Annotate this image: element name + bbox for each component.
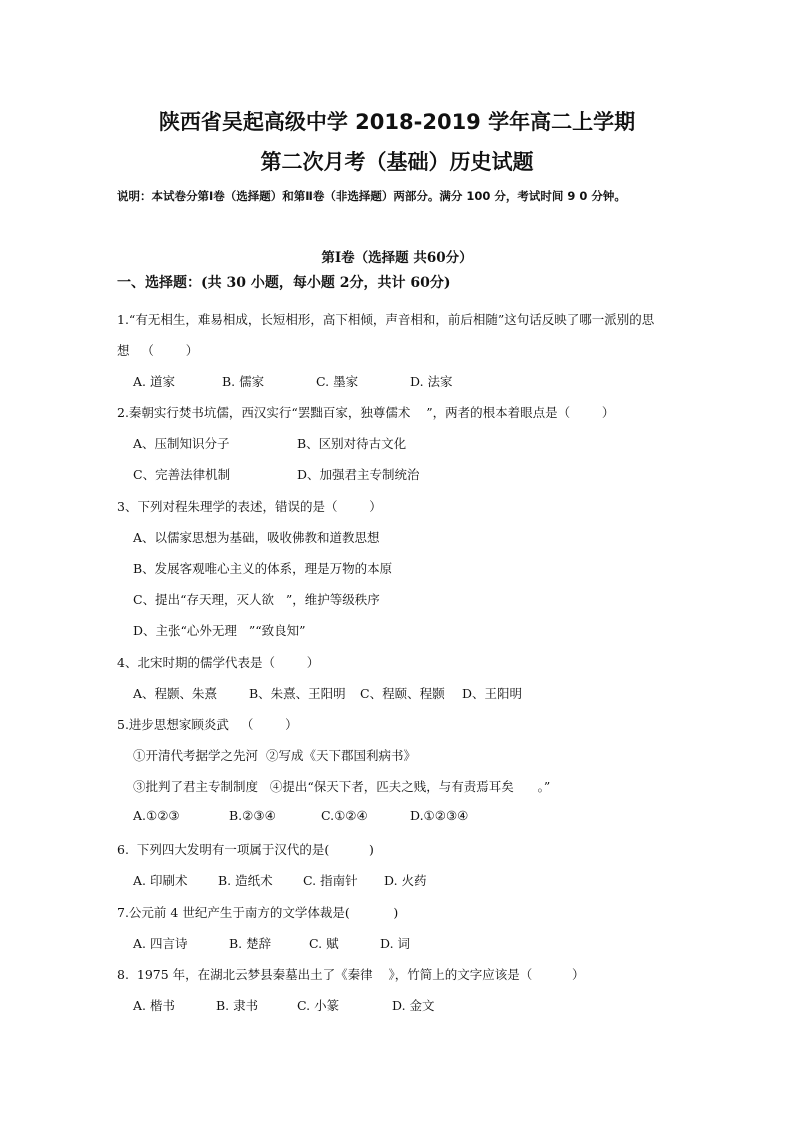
question-5-statements-1: ①开清代考据学之先河 ②写成《天下郡国利病书》 [133, 748, 416, 763]
question-4-option-c: C、程颐、程颢 [360, 686, 445, 701]
question-4-option-b: B、朱熹、王阳明 [249, 686, 346, 701]
part1-heading: 第Ⅰ卷（选择题 共60分） [321, 250, 473, 266]
question-8-option-c: C. 小篆 [297, 998, 340, 1013]
question-8-option-d: D. 金文 [392, 998, 435, 1013]
question-2-option-a: A、压制知识分子 [133, 436, 230, 451]
question-3-option-d: D、主张“心外无理 ”“致良知” [133, 623, 306, 638]
question-2-option-d: D、加强君主专制统治 [297, 467, 420, 482]
question-1-option-c: C. 墨家 [316, 374, 359, 389]
question-1-stem-continued: 想 （ ） [117, 343, 199, 358]
question-8-option-a: A. 楷书 [133, 998, 175, 1013]
exam-instructions: 说明：本试卷分第Ⅰ卷（选择题）和第Ⅱ卷（非选择题）两部分。满分 100 分，考试时间 9 0 分钟。 [117, 189, 626, 203]
question-5-option-b: B.②③④ [229, 808, 276, 823]
question-6-option-a: A. 印刷术 [133, 873, 188, 888]
question-7-option-a: A. 四言诗 [133, 936, 188, 951]
question-7-option-b: B. 楚辞 [229, 936, 272, 951]
question-5-option-a: A.①②③ [133, 808, 180, 823]
question-6-stem: 6. 下列四大发明有一项属于汉代的是( ) [117, 842, 374, 857]
exam-title-line2: 第二次月考（基础）历史试题 [260, 150, 534, 174]
question-3-stem: 3、下列对程朱理学的表述，错误的是（ ） [117, 499, 382, 514]
question-1-stem: 1.“有无相生，难易相成，长短相形，高下相倾，声音相和，前后相随”这句话反映了哪一派别的思 [117, 312, 655, 327]
question-1-option-d: D. 法家 [410, 374, 453, 389]
question-5-option-c: C.①②④ [321, 808, 368, 823]
question-2-option-b: B、区别对待古文化 [297, 436, 407, 451]
question-3-option-b: B、发展客观唯心主义的体系，理是万物的本原 [133, 561, 393, 576]
question-3-option-c: C、提出“存天理，灭人欲 ”，维护等级秩序 [133, 592, 380, 607]
question-2-stem: 2.秦朝实行焚书坑儒，西汉实行“罢黜百家，独尊儒术 ”，两者的根本着眼点是（ ） [117, 405, 615, 420]
question-5-stem: 5.进步思想家顾炎武 （ ） [117, 717, 298, 732]
question-4-option-a: A、程颢、朱熹 [133, 686, 218, 701]
question-8-option-b: B. 隶书 [216, 998, 259, 1013]
question-6-option-c: C. 指南针 [303, 873, 358, 888]
question-4-stem: 4、北宋时期的儒学代表是（ ） [117, 655, 320, 670]
section-heading: 一、选择题：(共 30 小题，每小题 2分，共计 60分) [117, 275, 451, 291]
question-2-option-c: C、完善法律机制 [133, 467, 231, 482]
question-7-option-c: C. 赋 [309, 936, 339, 951]
question-8-stem: 8. 1975 年，在湖北云梦县秦墓出土了《秦律 》，竹简上的文字应该是（ ） [117, 967, 585, 982]
question-1-option-b: B. 儒家 [222, 374, 265, 389]
question-5-option-d: D.①②③④ [410, 808, 469, 823]
question-3-option-a: A、以儒家思想为基础，吸收佛教和道教思想 [133, 530, 380, 545]
question-4-option-d: D、王阳明 [462, 686, 523, 701]
question-7-option-d: D. 词 [380, 936, 411, 951]
question-5-statements-2: ③批判了君主专制制度 ④提出“保天下者，匹夫之贱，与有责焉耳矣 。” [133, 779, 551, 794]
question-6-option-b: B. 造纸术 [218, 873, 273, 888]
exam-title-line1: 陕西省吴起高级中学 2018-2019 学年高二上学期 [158, 110, 636, 134]
question-1-option-a: A. 道家 [133, 374, 175, 389]
question-7-stem: 7.公元前 4 世纪产生于南方的文学体裁是( ) [117, 905, 399, 920]
question-6-option-d: D. 火药 [384, 873, 427, 888]
